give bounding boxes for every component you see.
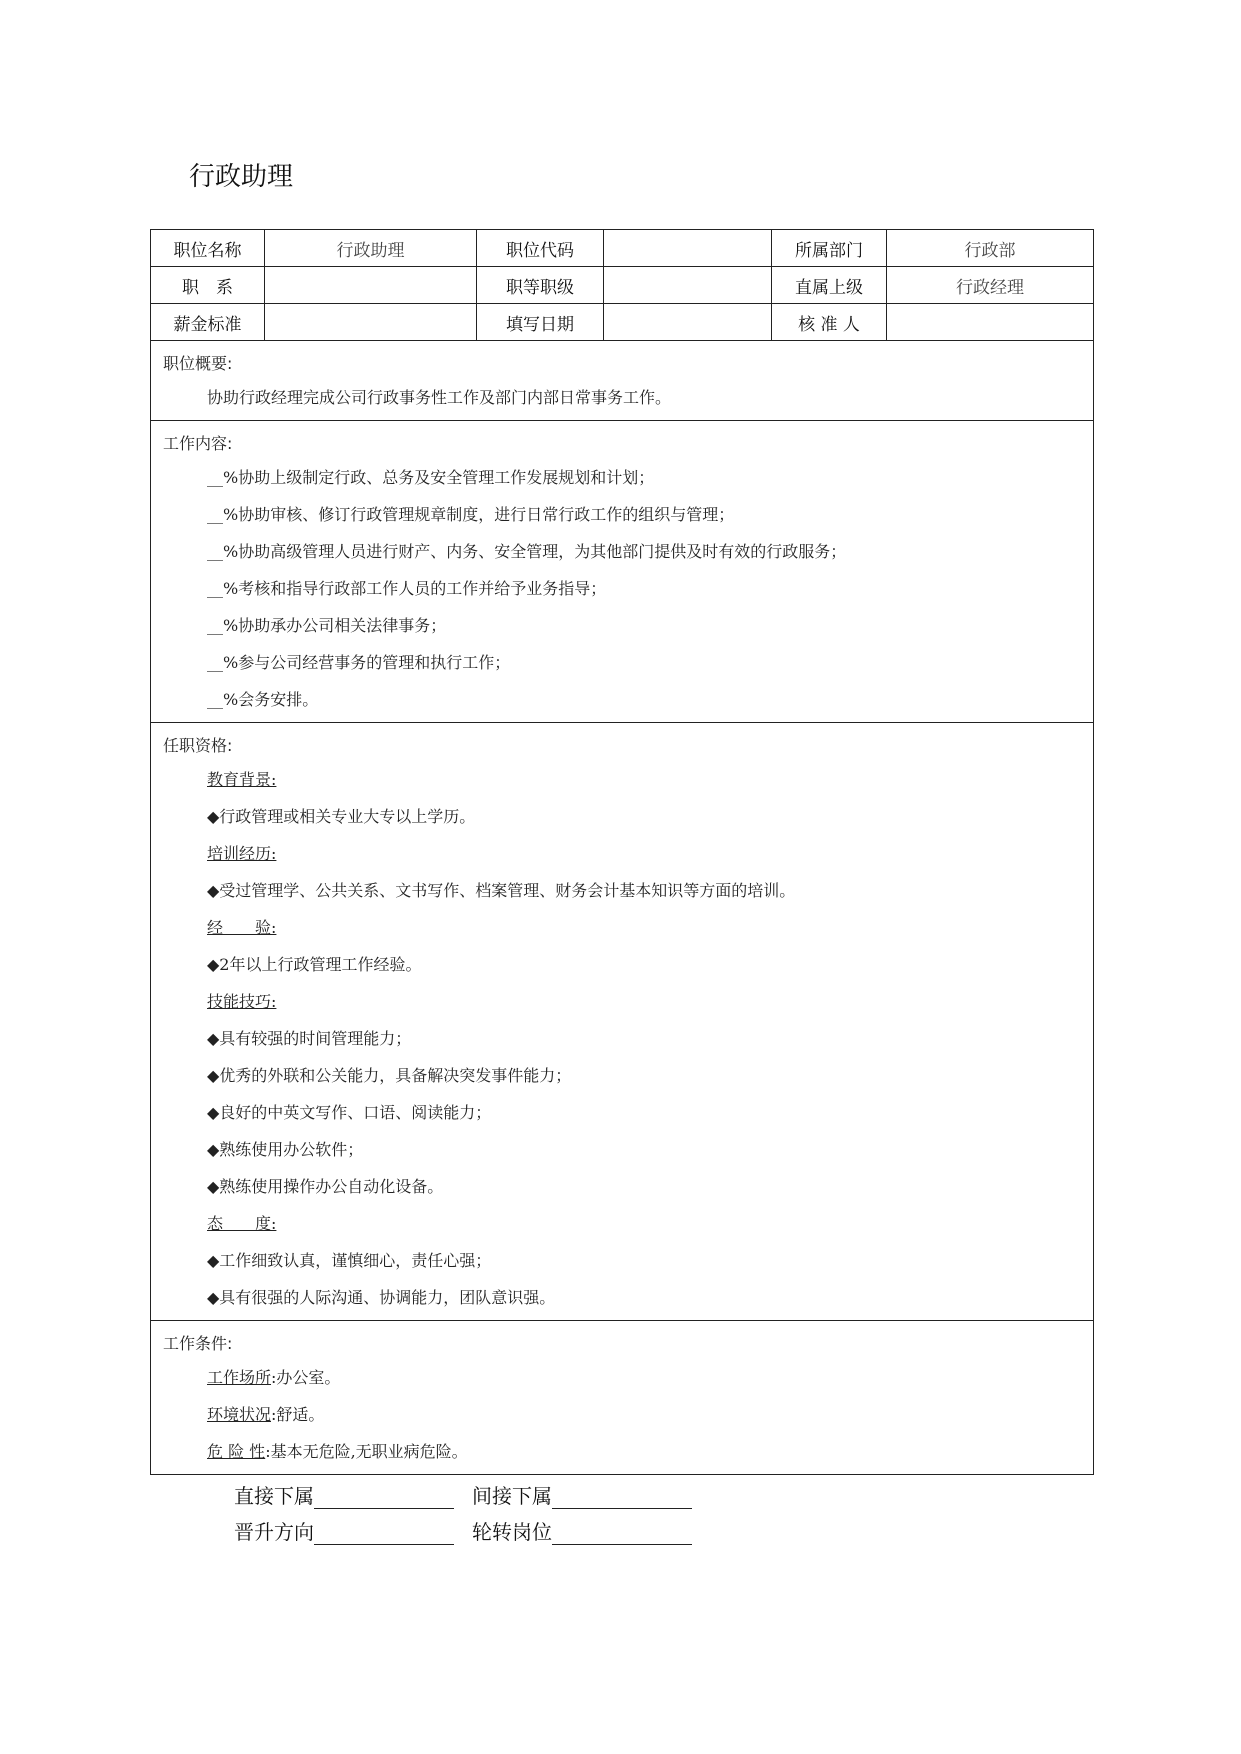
experience-item: ◆2年以上行政管理工作经验。 bbox=[207, 955, 422, 974]
condition-value: :办公室。 bbox=[271, 1368, 341, 1387]
attitude-label: 态 度: bbox=[207, 1214, 277, 1233]
overview-text: 协助行政经理完成公司行政事务性工作及部门内部日常事务工作。 bbox=[207, 388, 672, 407]
conditions-section bbox=[151, 1321, 1094, 1475]
condition-item bbox=[151, 1359, 1093, 1396]
condition-value: :基本无危险,无职业病危险。 bbox=[265, 1442, 468, 1461]
duty-item: __%协助审核、修订行政管理规章制度，进行日常行政工作的组织与管理； bbox=[207, 505, 735, 524]
skill-item: ◆熟练使用办公软件； bbox=[207, 1140, 364, 1159]
training-item: ◆受过管理学、公共关系、文书写作、档案管理、财务会计基本知识等方面的培训。 bbox=[207, 881, 796, 900]
label-direct-supervisor: 直属上级 bbox=[772, 267, 887, 304]
condition-label: 工作场所 bbox=[207, 1368, 272, 1387]
duty-item: __%参与公司经营事务的管理和执行工作； bbox=[207, 653, 511, 672]
skills-label: 技能技巧: bbox=[207, 992, 277, 1011]
overview-title: 职位概要: bbox=[163, 354, 233, 373]
value-job-family bbox=[265, 267, 477, 304]
education-label: 教育背景: bbox=[207, 770, 277, 789]
condition-label: 环境状况 bbox=[207, 1405, 272, 1424]
education-item: ◆行政管理或相关专业大专以上学历。 bbox=[207, 807, 476, 826]
header-row-2 bbox=[151, 267, 1094, 304]
qualifications-title: 任职资格: bbox=[163, 736, 233, 755]
duty-item: __%协助上级制定行政、总务及安全管理工作发展规划和计划； bbox=[207, 468, 655, 487]
skill-item: ◆具有较强的时间管理能力； bbox=[207, 1029, 412, 1048]
label-approver: 核 准 人 bbox=[772, 304, 887, 341]
label-position-name: 职位名称 bbox=[151, 230, 265, 267]
label-salary-standard: 薪金标准 bbox=[151, 304, 265, 341]
duties-section bbox=[151, 421, 1094, 723]
attitude-item: ◆工作细致认真，谨慎细心，责任心强； bbox=[207, 1251, 492, 1270]
condition-item bbox=[151, 1433, 1093, 1470]
attitude-item: ◆具有很强的人际沟通、协调能力，团队意识强。 bbox=[207, 1288, 556, 1307]
duty-item: __%协助高级管理人员进行财产、内务、安全管理，为其他部门提供及时有效的行政服务； bbox=[207, 542, 847, 561]
overview-section bbox=[151, 341, 1094, 421]
value-position-code bbox=[604, 230, 772, 267]
duty-item: __%考核和指导行政部工作人员的工作并给予业务指导； bbox=[207, 579, 607, 598]
label-position-code: 职位代码 bbox=[477, 230, 604, 267]
condition-value: :舒适。 bbox=[271, 1405, 325, 1424]
footer-row-2 bbox=[234, 1516, 710, 1545]
duties-title: 工作内容: bbox=[163, 434, 233, 453]
qualifications-section bbox=[151, 723, 1094, 1321]
indirect-subordinate-blank bbox=[552, 1486, 692, 1509]
condition-item bbox=[151, 1396, 1093, 1433]
rotation-blank bbox=[552, 1522, 692, 1545]
promotion-label: 晋升方向 bbox=[234, 1520, 314, 1544]
skill-item: ◆熟练使用操作办公自动化设备。 bbox=[207, 1177, 444, 1196]
label-fill-date: 填写日期 bbox=[477, 304, 604, 341]
value-salary-standard bbox=[265, 304, 477, 341]
indirect-subordinate-label: 间接下属 bbox=[472, 1484, 552, 1508]
promotion-blank bbox=[314, 1522, 454, 1545]
value-job-grade bbox=[604, 267, 772, 304]
value-approver bbox=[887, 304, 1094, 341]
value-position-name: 行政助理 bbox=[265, 230, 477, 267]
value-department: 行政部 bbox=[887, 230, 1094, 267]
experience-label: 经 验: bbox=[207, 918, 277, 937]
conditions-title: 工作条件: bbox=[163, 1334, 233, 1353]
label-job-family: 职 系 bbox=[151, 267, 265, 304]
duty-item: __%会务安排。 bbox=[207, 690, 319, 709]
rotation-label: 轮转岗位 bbox=[472, 1520, 552, 1544]
footer-row-1 bbox=[234, 1480, 710, 1509]
job-description-table bbox=[150, 229, 1094, 1475]
skill-item: ◆良好的中英文写作、口语、阅读能力； bbox=[207, 1103, 492, 1122]
direct-subordinate-label: 直接下属 bbox=[234, 1484, 314, 1508]
page-title: 行政助理 bbox=[189, 162, 294, 192]
value-fill-date bbox=[604, 304, 772, 341]
condition-label: 危 险 性 bbox=[207, 1442, 266, 1461]
label-department: 所属部门 bbox=[772, 230, 887, 267]
skill-item: ◆优秀的外联和公关能力，具备解决突发事件能力； bbox=[207, 1066, 572, 1085]
training-label: 培训经历: bbox=[207, 844, 277, 863]
value-direct-supervisor: 行政经理 bbox=[887, 267, 1094, 304]
label-job-grade: 职等职级 bbox=[477, 267, 604, 304]
duty-item: __%协助承办公司相关法律事务； bbox=[207, 616, 447, 635]
header-row-1 bbox=[151, 230, 1094, 267]
direct-subordinate-blank bbox=[314, 1486, 454, 1509]
header-row-3 bbox=[151, 304, 1094, 341]
